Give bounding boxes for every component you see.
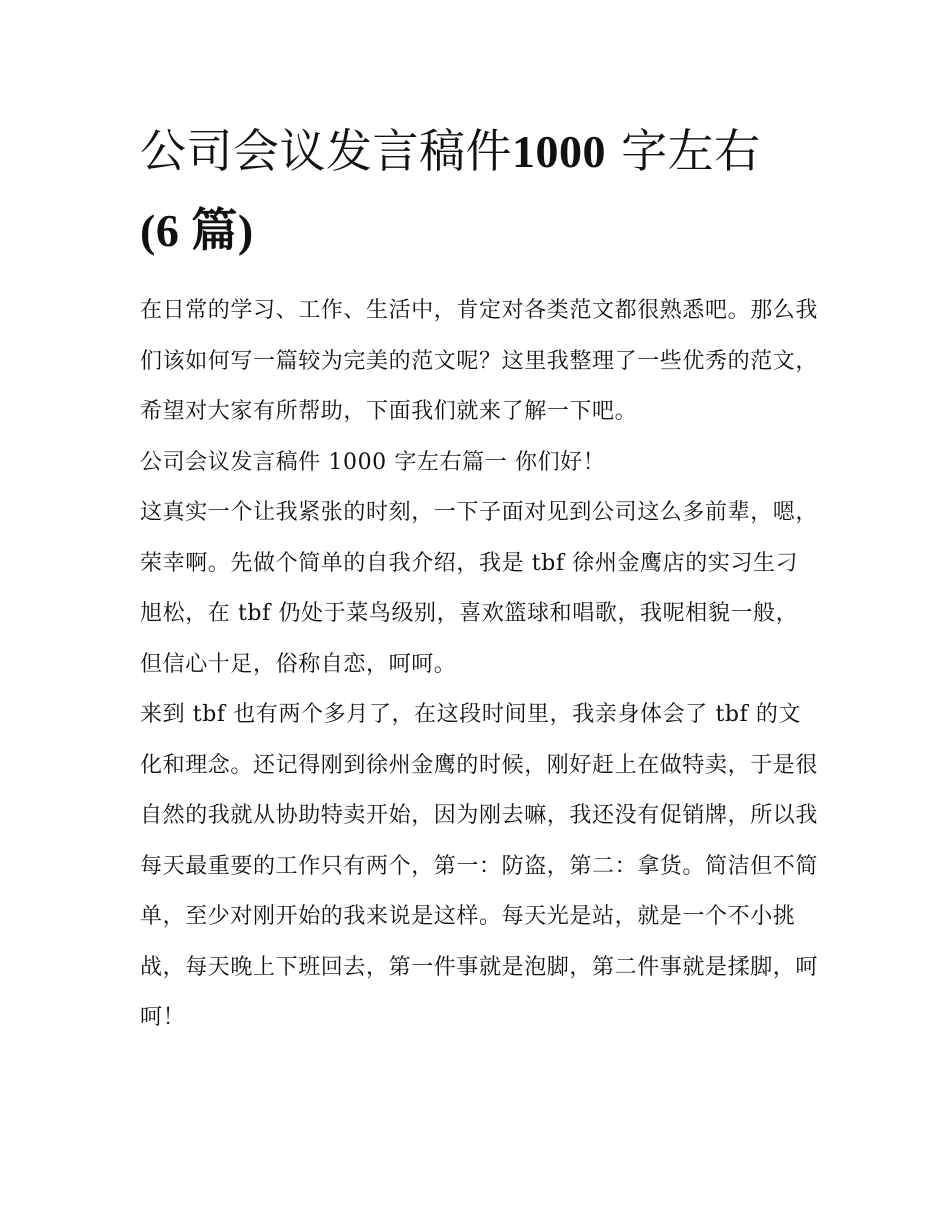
title-count: (6 篇) — [140, 205, 254, 256]
title-suffix: 字左右 — [606, 124, 761, 178]
document-body — [140, 112, 820, 1044]
body-paragraph: 这真实一个让我紧张的时刻，一下子面对见到公司这么多前辈，嗯，荣幸啊。先做个简单的自我介绍，我是 tbf 徐州金鹰店的实习生刁旭松，在 tbf 仍处于菜鸟级别，喜欢篮球和唱歌，我呢相貌一般，但信心十足，俗称自恋，呵呵。 — [140, 500, 819, 677]
section-heading: 公司会议发言稿件 1000 字左右篇一 你们好！ — [140, 449, 606, 475]
title-text: 公司会议发言稿件 — [140, 124, 512, 178]
title-number: 1000 — [512, 126, 606, 177]
document-title — [140, 112, 820, 270]
intro-paragraph: 在日常的学习、工作、生活中，肯定对各类范文都很熟悉吧。那么我们该如何写一篇较为完美的范文呢？这里我整理了一些优秀的范文，希望对大家有所帮助，下面我们就来了解一下吧。 — [140, 298, 819, 424]
body-paragraph: 来到 tbf 也有两个多月了，在这段时间里，我亲身体会了 tbf 的文化和理念。还记得刚到徐州金鹰的时候，刚好赶上在做特卖，于是很自然的我就从协助特卖开始，因为刚去嘛，我还没有促销牌，所以我每天最重要的工作只有两个，第一：防盗，第二：拿货。简洁但不简单，至少对刚开始的我来说是这样。每天光是站，就是一个不小挑战，每天晚上下班回去，第一件事就是泡脚，第二件事就是揉脚，呵呵！ — [140, 702, 819, 1030]
